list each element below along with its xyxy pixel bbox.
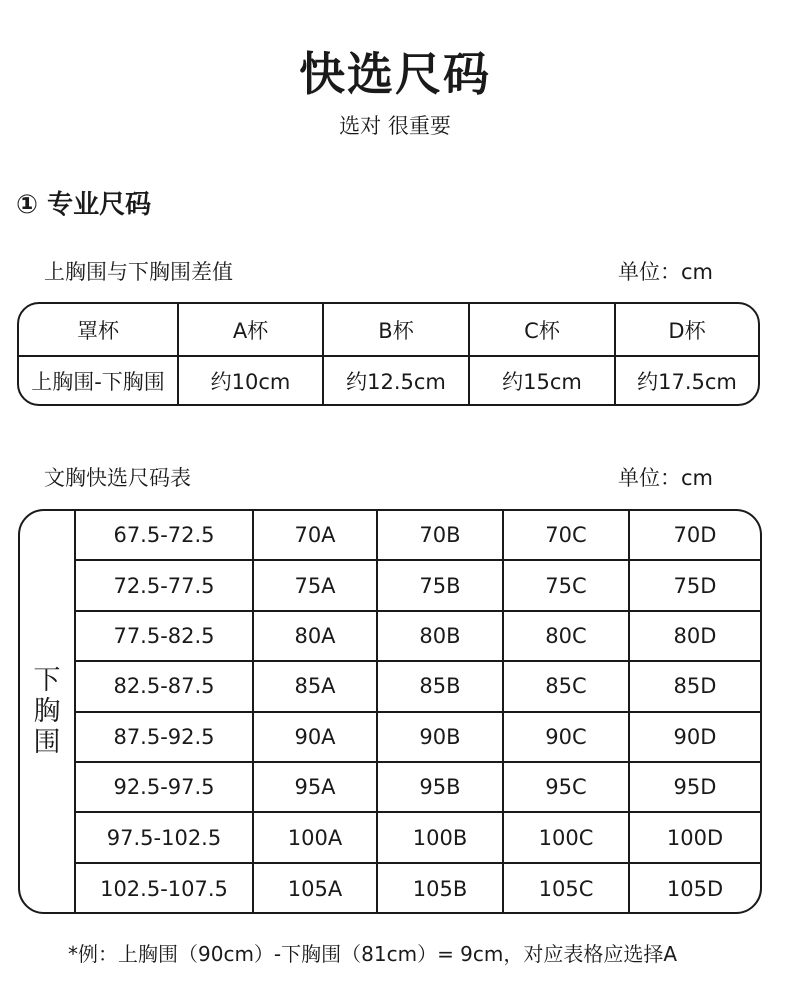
- cup-difference-table: [17, 302, 760, 406]
- underbust-range-cell: 77.5-82.5: [76, 612, 254, 660]
- size-row: [76, 612, 760, 662]
- bra-size-cell: 100C: [504, 813, 630, 861]
- bra-size-cell: 85A: [254, 662, 378, 710]
- size-chart-table: [18, 509, 762, 914]
- bra-size-cell: 105A: [254, 864, 378, 914]
- bra-size-cell: 95C: [504, 763, 630, 811]
- size-grid: [76, 511, 760, 912]
- underbust-range-cell: 67.5-72.5: [76, 511, 254, 559]
- bra-size-cell: 70A: [254, 511, 378, 559]
- cup-value-cell: 上胸围-下胸围: [19, 355, 179, 406]
- bra-size-cell: 90B: [378, 713, 504, 761]
- underbust-range-cell: 102.5-107.5: [76, 864, 254, 914]
- underbust-side-label: [20, 511, 76, 912]
- bra-size-cell: 100B: [378, 813, 504, 861]
- bra-size-cell: 100D: [666, 825, 724, 850]
- bra-size-cell: 70B: [378, 511, 504, 559]
- bra-size-cell: 80D: [673, 623, 717, 648]
- size-row: [76, 511, 760, 561]
- size-row: [76, 561, 760, 611]
- underbust-range-cell: 92.5-97.5: [76, 763, 254, 811]
- bra-size-cell: 80A: [254, 612, 378, 660]
- cup-value-cell: 约10cm: [179, 355, 324, 406]
- bra-size-cell: 80B: [378, 612, 504, 660]
- cup-header-cell: D杯: [668, 318, 706, 343]
- bra-size-cell: 80C: [504, 612, 630, 660]
- size-row: [76, 713, 760, 763]
- page-subtitle: 选对 很重要: [339, 114, 451, 138]
- bra-size-cell: 85D: [673, 674, 717, 699]
- size-table-caption: 文胸快选尺码表: [44, 466, 191, 490]
- bra-size-cell: 95D: [673, 775, 717, 800]
- bra-size-cell: 100A: [254, 813, 378, 861]
- bra-size-cell: 85B: [378, 662, 504, 710]
- cup-header-cell: C杯: [470, 304, 616, 355]
- bra-size-cell: 105D: [666, 876, 724, 901]
- bra-size-cell: 75D: [673, 573, 717, 598]
- bra-size-cell: 95B: [378, 763, 504, 811]
- bra-size-cell: 75A: [254, 561, 378, 609]
- bra-size-cell: 75B: [378, 561, 504, 609]
- bra-size-cell: 95A: [254, 763, 378, 811]
- cup-header-cell: 罩杯: [19, 304, 179, 355]
- cup-value-cell: 约17.5cm: [637, 369, 737, 394]
- cup-value-cell: 约15cm: [470, 355, 616, 406]
- bra-size-cell: 85C: [504, 662, 630, 710]
- cup-table-unit: 单位：cm: [618, 260, 714, 284]
- bra-size-cell: 90C: [504, 713, 630, 761]
- section-heading: ① 专业尺码: [16, 190, 152, 220]
- cup-table-header-row: [19, 304, 758, 357]
- underbust-range-cell: 97.5-102.5: [76, 813, 254, 861]
- cup-table-value-row: [19, 355, 758, 406]
- size-row: [76, 864, 760, 914]
- cup-table-caption: 上胸围与下胸围差值: [44, 260, 233, 284]
- bra-size-cell: 105C: [504, 864, 630, 914]
- bra-size-cell: 70C: [504, 511, 630, 559]
- bra-size-cell: 90A: [254, 713, 378, 761]
- cup-header-cell: B杯: [324, 304, 470, 355]
- footnote-example: *例：上胸围（90cm）-下胸围（81cm）= 9cm，对应表格应选择A: [68, 942, 678, 966]
- underbust-range-cell: 82.5-87.5: [76, 662, 254, 710]
- underbust-range-cell: 72.5-77.5: [76, 561, 254, 609]
- size-row: [76, 813, 760, 863]
- underbust-range-cell: 87.5-92.5: [76, 713, 254, 761]
- bra-size-cell: 90D: [673, 724, 717, 749]
- bra-size-cell: 75C: [504, 561, 630, 609]
- page-title: 快选尺码: [299, 47, 491, 101]
- cup-value-cell: 约12.5cm: [324, 355, 470, 406]
- bra-size-cell: 70D: [673, 523, 717, 548]
- cup-header-cell: A杯: [179, 304, 324, 355]
- size-row: [76, 763, 760, 813]
- underbust-label-text: 下胸围: [33, 664, 61, 759]
- size-table-unit: 单位：cm: [618, 466, 714, 490]
- bra-size-cell: 105B: [378, 864, 504, 914]
- size-row: [76, 662, 760, 712]
